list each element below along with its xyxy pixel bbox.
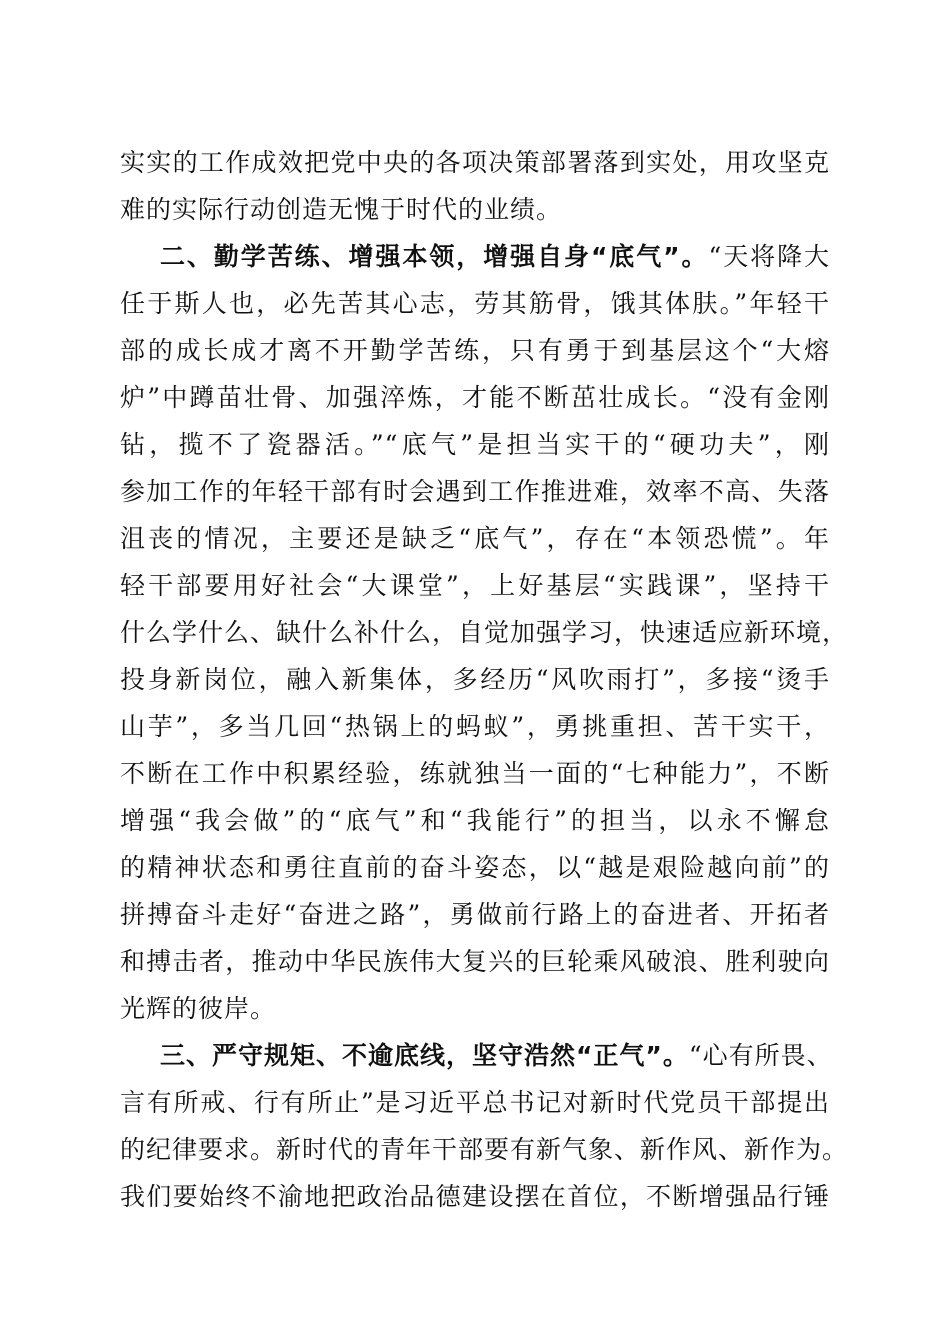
paragraph-1-line-1: 实实的工作成效把党中央的各项决策部署落到实处，用攻坚克 bbox=[120, 148, 830, 177]
paragraph-2-line: 投身新岗位，融入新集体，多经历“风吹雨打”，多接“烫手 bbox=[120, 665, 830, 694]
paragraph-2-line: 轻干部要用好社会“大课堂”，上好基层“实践课”，坚持干 bbox=[120, 571, 830, 600]
paragraph-2-line: 什么学什么、缺什么补什么，自觉加强学习，快速适应新环境， bbox=[120, 618, 849, 647]
paragraph-3-line-1-rest: “心有所畏、 bbox=[688, 1041, 833, 1070]
paragraph-2-line-1-rest: “天将降大 bbox=[708, 242, 831, 271]
paragraph-2-line: 山芋”，多当几回“热锅上的蚂蚁”，勇挑重担、苦干实干， bbox=[120, 712, 830, 741]
paragraph-2-line: 光辉的彼岸。 bbox=[120, 994, 277, 1023]
paragraph-2-line-1 bbox=[160, 240, 830, 274]
paragraph-1-line-2: 难的实际行动创造无愧于时代的业绩。 bbox=[120, 195, 563, 224]
paragraph-2-line: 的精神状态和勇往直前的奋斗姿态，以“越是艰险越向前”的 bbox=[120, 853, 830, 882]
paragraph-3-heading: 三、严守规矩、不逾底线，坚守浩然“正气”。 bbox=[160, 1041, 689, 1070]
paragraph-2-line: 炉”中蹲苗壮骨、加强淬炼，才能不断茁壮成长。“没有金刚 bbox=[120, 383, 830, 412]
paragraph-2-line: 参加工作的年轻干部有时会遇到工作推进难，效率不高、失落 bbox=[120, 477, 830, 506]
paragraph-2-line: 不断在工作中积累经验，练就独当一面的“七种能力”，不断 bbox=[120, 759, 830, 788]
paragraph-2-line: 拼搏奋斗走好“奋进之路”，勇做前行路上的奋进者、开拓者 bbox=[120, 900, 830, 929]
paragraph-2-line: 沮丧的情况，主要还是缺乏“底气”，存在“本领恐慌”。年 bbox=[120, 524, 830, 553]
paragraph-2-line: 任于斯人也，必先苦其心志，劳其筋骨，饿其体肤。”年轻干 bbox=[120, 289, 830, 318]
paragraph-3-line-1 bbox=[160, 1039, 833, 1073]
paragraph-2-heading: 二、勤学苦练、增强本领，增强自身“底气”。 bbox=[160, 242, 709, 271]
paragraph-3-line: 言有所戒、行有所止”是习近平总书记对新时代党员干部提出 bbox=[120, 1088, 830, 1117]
paragraph-2-line: 钻，揽不了瓷器活。”“底气”是担当实干的“硬功夫”，刚 bbox=[120, 430, 830, 459]
paragraph-2-line: 和搏击者，推动中华民族伟大复兴的巨轮乘风破浪、胜利驶向 bbox=[120, 947, 830, 976]
paragraph-3-line: 的纪律要求。新时代的青年干部要有新气象、新作风、新作为。 bbox=[120, 1135, 849, 1164]
paragraph-3-line: 我们要始终不渝地把政治品德建设摆在首位，不断增强品行锤 bbox=[120, 1182, 830, 1211]
paragraph-2-line: 增强“我会做”的“底气”和“我能行”的担当，以永不懈怠 bbox=[120, 806, 830, 835]
paragraph-2-line: 部的成长成才离不开勤学苦练，只有勇于到基层这个“大熔 bbox=[120, 336, 830, 365]
